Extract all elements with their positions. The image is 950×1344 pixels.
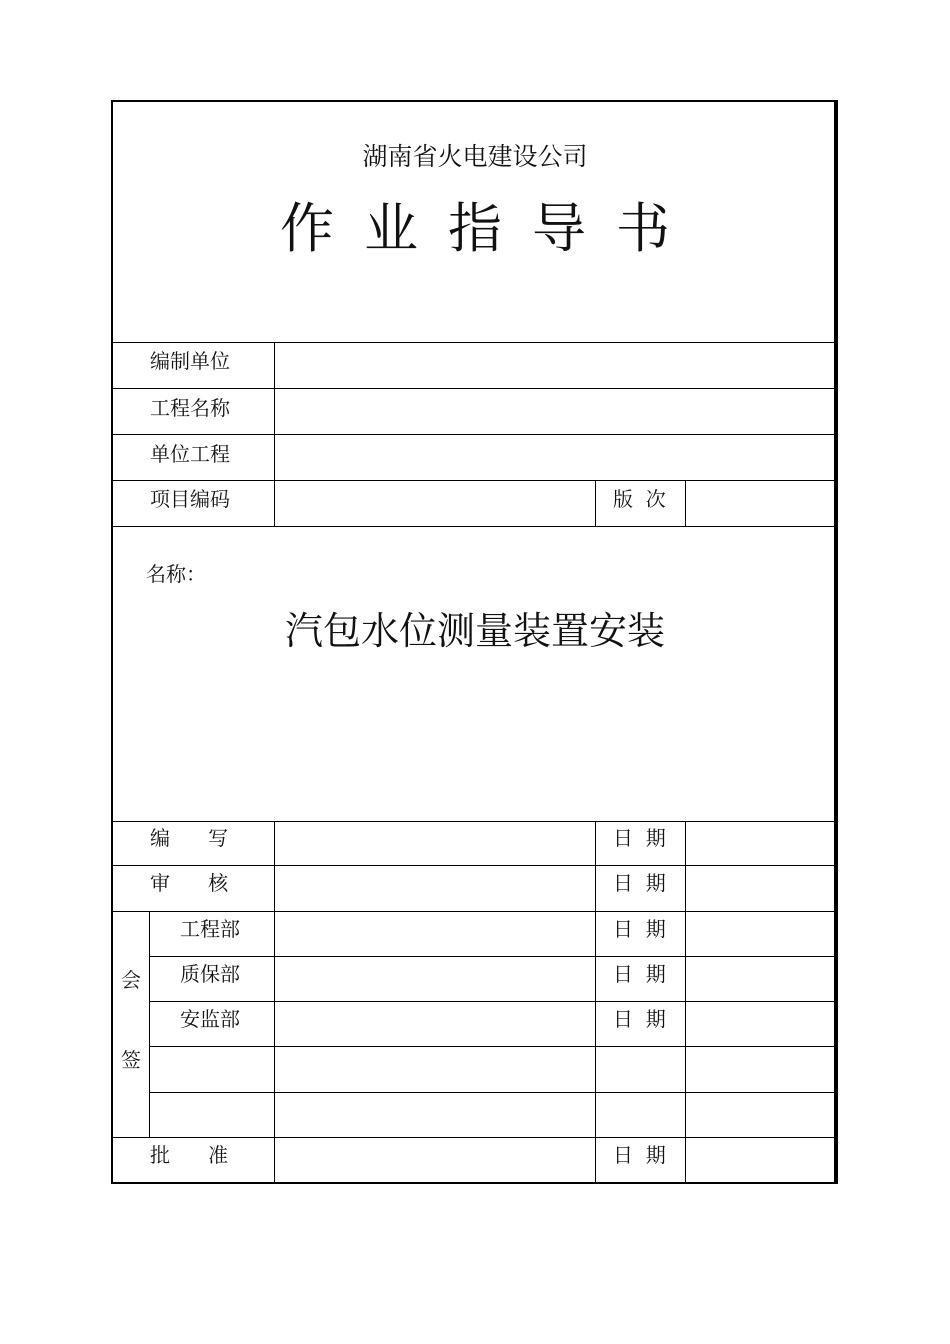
rule-sign-bottom [111, 1137, 836, 1138]
rule-sign-3 [149, 1046, 836, 1047]
label-compile-unit: 编制单位 [150, 349, 230, 373]
rule-sign-4 [149, 1092, 836, 1093]
company-name: 湖南省火电建设公司 [362, 142, 588, 171]
label-write: 编 写 [150, 826, 229, 850]
col-version-left [595, 480, 596, 526]
label-project-name: 工程名称 [150, 396, 230, 420]
label-approve: 批 准 [150, 1143, 229, 1167]
col-date-left [595, 821, 596, 1184]
work-title: 汽包水位测量装置安装 [284, 609, 665, 653]
label-countersign-1: 会 [121, 968, 141, 992]
name-prefix-label: 名称： [146, 562, 206, 586]
label-dept-safety: 安监部 [180, 1007, 240, 1031]
label-date-engineering: 日 期 [613, 917, 666, 941]
label-dept-quality: 质保部 [180, 962, 240, 986]
rule-sign-1 [149, 956, 836, 957]
document-title: 作业指导书 [280, 197, 700, 260]
label-item-code: 项目编码 [150, 487, 230, 511]
label-date-quality: 日 期 [613, 962, 666, 986]
rule-write-bottom [111, 865, 836, 866]
label-review: 审 核 [150, 871, 229, 895]
rule-row-3 [111, 480, 836, 481]
label-version: 版 次 [613, 487, 666, 511]
label-dept-engineering: 工程部 [180, 917, 240, 941]
label-countersign-2: 签 [121, 1048, 141, 1072]
rule-review-bottom [111, 911, 836, 912]
rule-row-1 [111, 388, 836, 389]
rule-name-bottom [111, 821, 836, 822]
col-label-divider-bottom [274, 821, 275, 1184]
col-label-divider-top [274, 342, 275, 526]
label-date-write: 日 期 [613, 826, 666, 850]
label-date-review: 日 期 [613, 871, 666, 895]
label-unit-project: 单位工程 [150, 442, 230, 466]
rule-row-4 [111, 526, 836, 527]
rule-row-2 [111, 434, 836, 435]
col-countersign-divider [149, 911, 150, 1137]
rule-sign-2 [149, 1001, 836, 1002]
rule-header-bottom [111, 342, 836, 343]
col-date-right [685, 821, 686, 1184]
label-date-safety: 日 期 [613, 1007, 666, 1031]
label-date-approve: 日 期 [613, 1143, 666, 1167]
col-version-right [685, 480, 686, 526]
